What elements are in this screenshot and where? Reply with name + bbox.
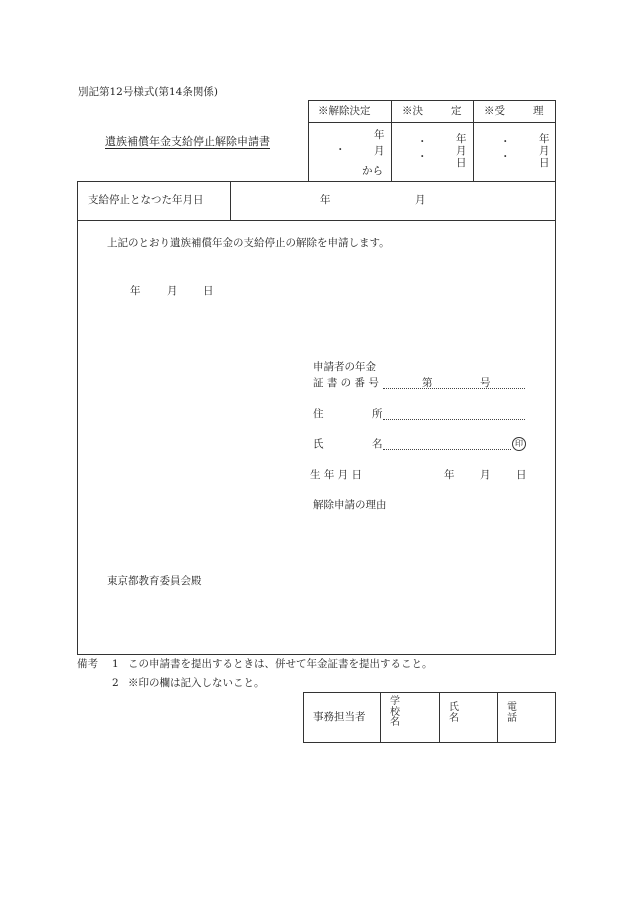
header-box-divider-2 <box>473 100 474 181</box>
stop-date-nen: 年 <box>320 194 331 206</box>
header-box-label-divider <box>308 122 556 123</box>
name-dots <box>383 449 511 450</box>
staff-table-divider-3 <box>497 692 498 743</box>
pension-number-dots <box>383 388 525 389</box>
juri-tsuki: 月 <box>539 145 550 157</box>
kettei-dot-2: ・ <box>417 151 428 163</box>
kettei-label-b: 定 <box>451 105 462 117</box>
birth-date-hi: 日 <box>516 469 527 481</box>
pension-number-label-1: 申請者の年金 <box>313 361 376 373</box>
address-dots <box>383 419 525 420</box>
note-2-text: ※印の欄は記入しないこと。 <box>128 677 265 689</box>
main-box-left-border <box>77 181 78 655</box>
address-label-a: 住 <box>313 408 324 420</box>
form-id: 別記第12号様式(第14条関係) <box>78 86 218 98</box>
birth-date-tsuki: 月 <box>480 469 491 481</box>
kaijo-kettei-dot: ・ <box>335 144 346 156</box>
kaijo-kettei-kara: から <box>362 165 383 177</box>
juri-dot-1: ・ <box>500 136 511 148</box>
staff-label: 事務担当者 <box>313 711 366 723</box>
note-1-num: 1 <box>112 658 119 670</box>
staff-phone-label: 電話 <box>507 702 517 724</box>
note-1-text: この申請書を提出するときは、併せて年金証書を提出すること。 <box>128 658 433 670</box>
reason-label: 解除申請の理由 <box>313 499 387 511</box>
staff-table-bottom-border <box>303 742 556 743</box>
page-title: 遺族補償年金支給停止解除申請書 <box>105 135 270 148</box>
header-box-left-border <box>308 100 309 181</box>
staff-table-top-border <box>303 692 556 693</box>
name-label-b: 名 <box>372 438 383 450</box>
note-2-num: 2 <box>112 677 119 689</box>
staff-school-label: 学校名 <box>390 696 400 728</box>
header-box-top-border <box>308 100 556 101</box>
addressee: 東京都教育委員会殿 <box>107 575 202 587</box>
birth-date-nen: 年 <box>444 469 455 481</box>
kettei-label-a: ※決 <box>402 105 423 117</box>
address-label-b: 所 <box>372 408 383 420</box>
juri-nen: 年 <box>539 133 550 145</box>
juri-dot-2: ・ <box>500 151 511 163</box>
staff-name-label: 氏名 <box>449 702 459 724</box>
kettei-tsuki: 月 <box>456 145 467 157</box>
juri-label-a: ※受 <box>484 105 505 117</box>
kettei-dot-1: ・ <box>417 136 428 148</box>
stop-date-label: 支給停止となつた年月日 <box>88 194 204 206</box>
kettei-nen: 年 <box>456 133 467 145</box>
header-box-divider-1 <box>391 100 392 181</box>
pension-number-dai: 第 <box>422 377 433 389</box>
staff-table-divider-2 <box>439 692 440 743</box>
stop-row-divider <box>230 181 231 221</box>
juri-label-b: 理 <box>533 105 544 117</box>
pension-number-go: 号 <box>480 377 491 389</box>
name-label-a: 氏 <box>313 438 324 450</box>
kaijo-kettei-tsuki: 月 <box>374 145 385 157</box>
pension-number-label-2: 証 書 の 番 号 <box>313 377 379 389</box>
juri-hi: 日 <box>539 157 550 169</box>
apply-date-nen: 年 <box>130 285 141 297</box>
apply-date-hi: 日 <box>203 285 214 297</box>
seal-mark: 印 <box>512 437 526 451</box>
staff-table-right-border <box>555 692 556 743</box>
staff-table-left-border <box>303 692 304 743</box>
kaijo-kettei-label: ※解除決定 <box>318 105 371 117</box>
header-box-right-border <box>555 100 556 181</box>
apply-date-tsuki: 月 <box>167 285 178 297</box>
kettei-hi: 日 <box>456 157 467 169</box>
statement-text: 上記のとおり遺族補償年金の支給停止の解除を申請します。 <box>107 237 390 249</box>
main-box-bottom-border <box>77 654 556 655</box>
staff-table-divider-1 <box>380 692 381 743</box>
main-box-right-border <box>555 181 556 655</box>
main-box-top-border <box>77 181 556 182</box>
birth-date-label: 生 年 月 日 <box>310 469 363 481</box>
stop-date-tsuki: 月 <box>415 194 426 206</box>
notes-label: 備考 <box>77 658 98 670</box>
main-box-row-divider <box>77 220 556 221</box>
kaijo-kettei-nen: 年 <box>374 129 385 141</box>
